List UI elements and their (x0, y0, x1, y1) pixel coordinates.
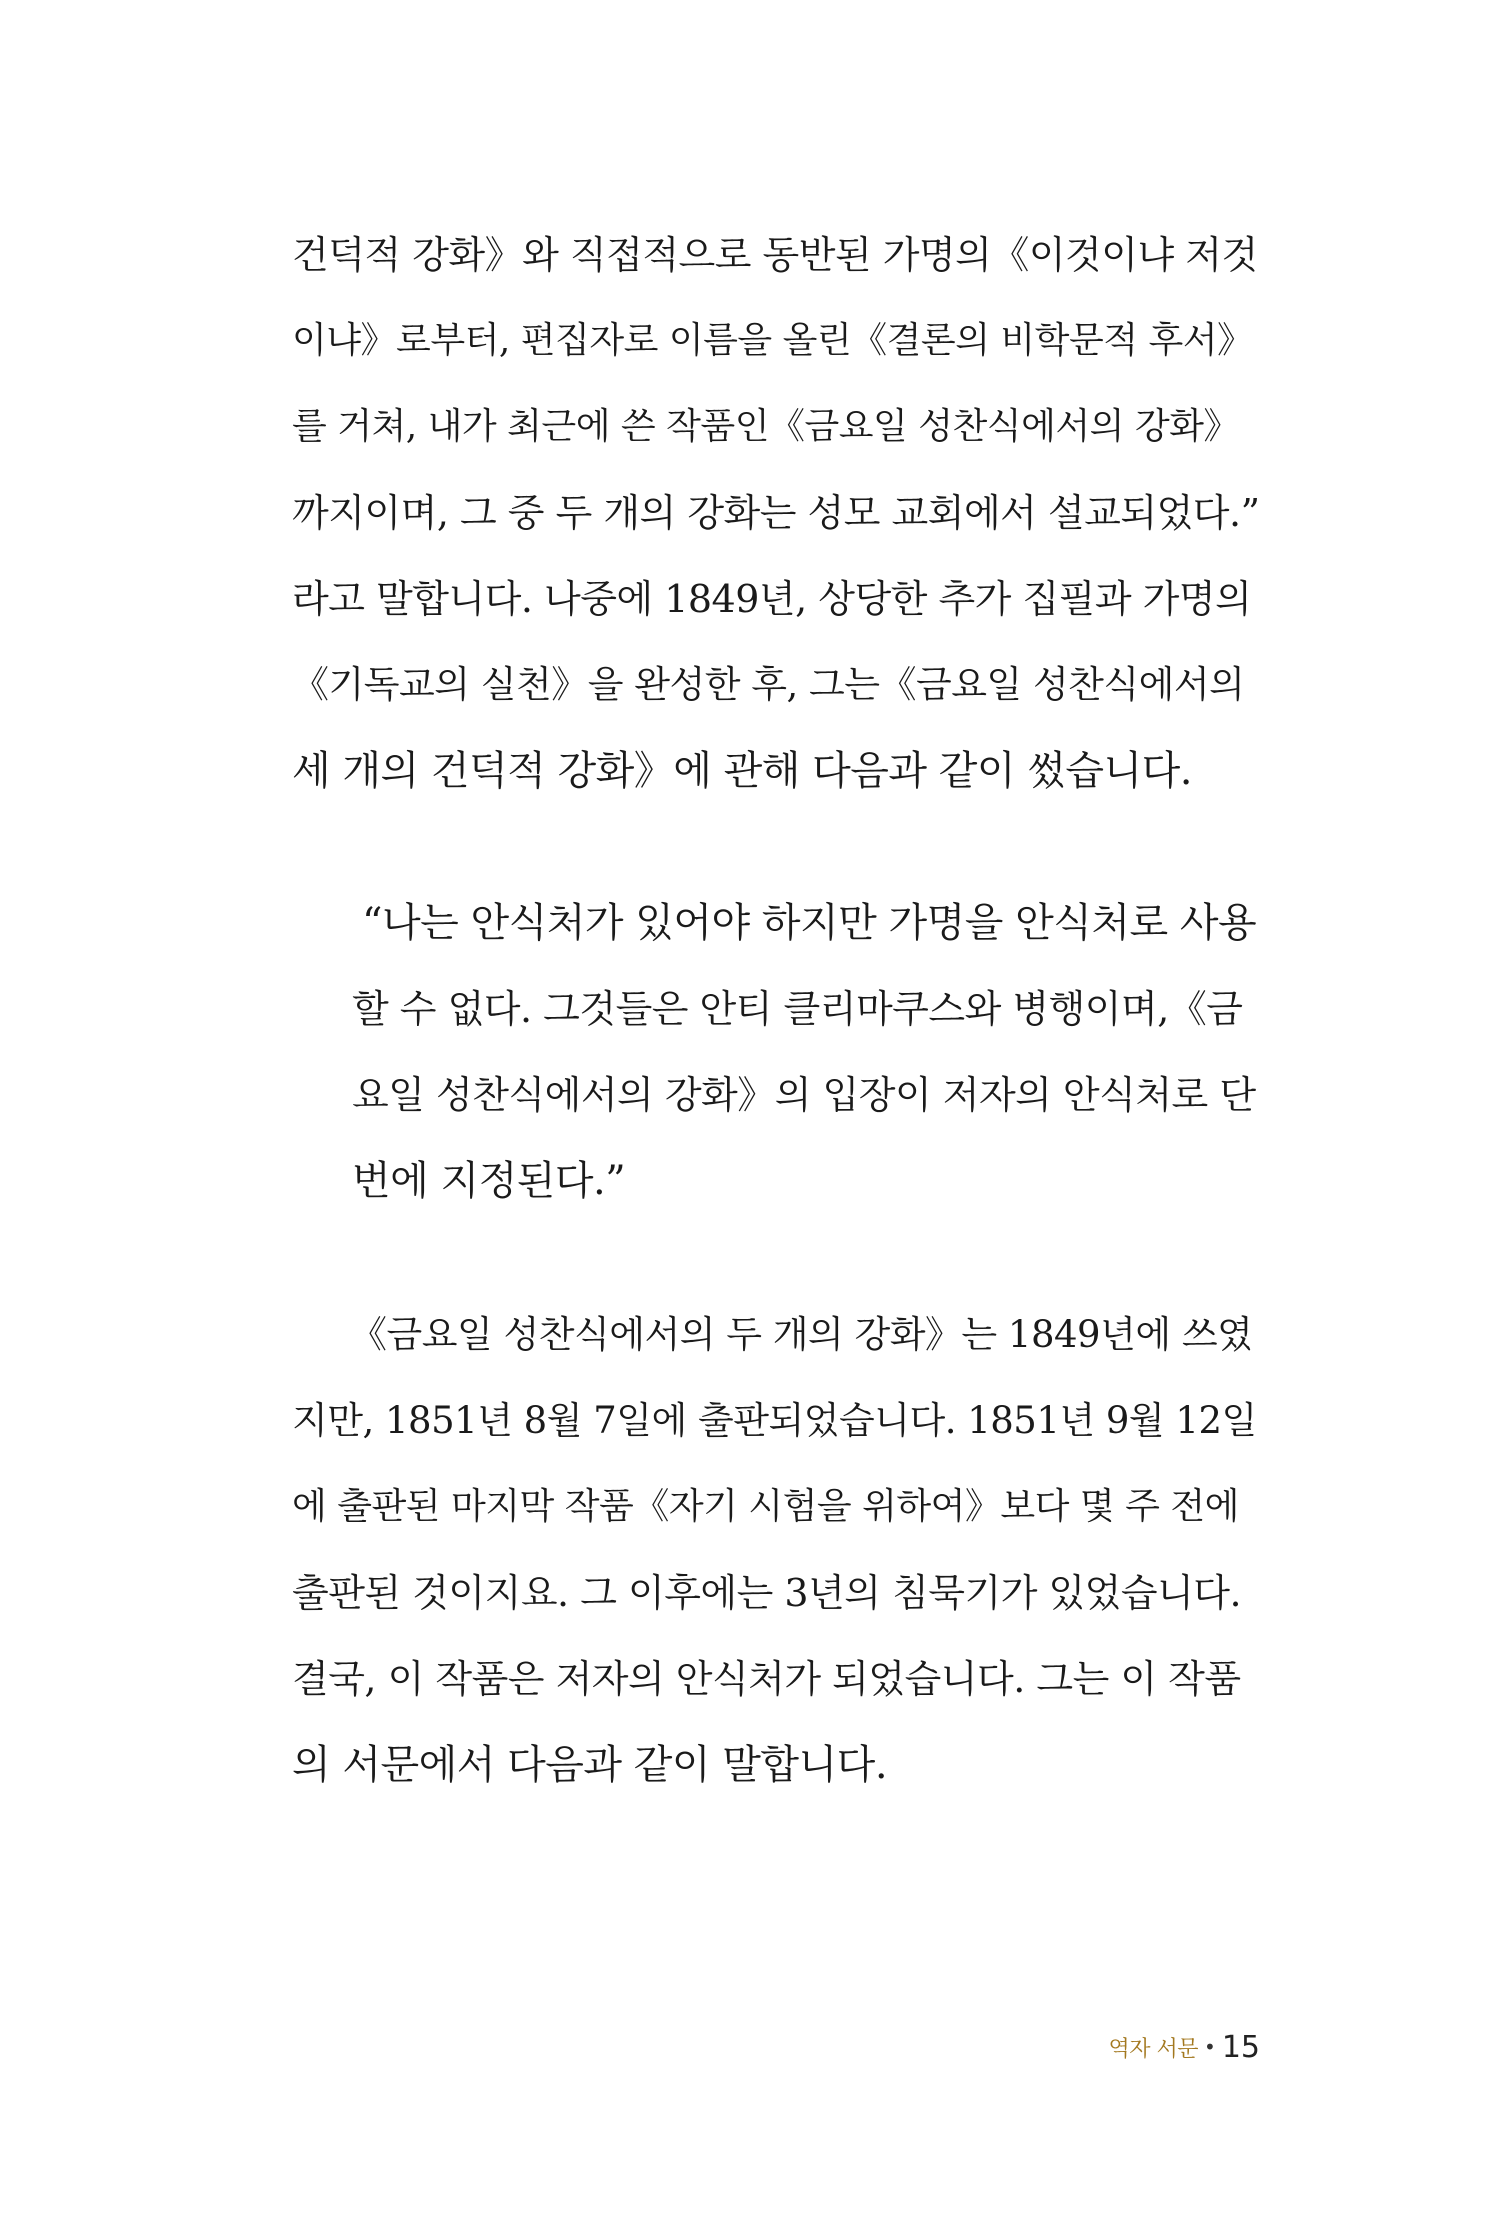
text-line: 출판된 것이지요. 그 이후에는 3년의 침묵기가 있었습니다. (292, 1571, 1242, 1615)
block-quote (352, 880, 1260, 1224)
text-line: 《기독교의 실천》을 완성한 후, 그는《금요일 성찬식에서의 (292, 663, 1245, 706)
body-paragraph-2 (292, 1292, 1260, 1808)
running-section-title: 역자 서문 (1108, 2036, 1199, 2062)
text-line: 이냐》로부터, 편집자로 이름을 올린《결론의 비학문적 후서》 (292, 320, 1253, 361)
bullet-separator: • (1204, 2035, 1216, 2059)
text-line: 결국, 이 작품은 저자의 안식처가 되었습니다. 그는 이 작품 (292, 1657, 1241, 1701)
text-line: 까지이며, 그 중 두 개의 강화는 성모 교회에서 설교되었다.” (292, 491, 1260, 535)
page-footer (1109, 2022, 1261, 2072)
text-line: 지만, 1851년 8월 7일에 출판되었습니다. 1851년 9월 12일 (292, 1399, 1257, 1442)
text-line: 《금요일 성찬식에서의 두 개의 강화》는 1849년에 쓰였 (350, 1313, 1253, 1356)
text-line: 세 개의 건덕적 강화》에 관해 다음과 같이 썼습니다. (292, 748, 1193, 794)
text-line: 에 출판된 마지막 작품《자기 시험을 위하여》보다 몇 주 전에 (292, 1486, 1239, 1527)
text-line: 를 거쳐, 내가 최근에 쓴 작품인《금요일 성찬식에서의 강화》 (292, 406, 1239, 447)
text-line: 건덕적 강화》와 직접적으로 동반된 가명의《이것이냐 저것 (292, 233, 1258, 277)
quote-line: 할 수 없다. 그것들은 안티 클리마쿠스와 병행이며,《금 (352, 987, 1243, 1031)
text-line: 라고 말합니다. 나중에 1849년, 상당한 추가 집필과 가명의 (292, 577, 1252, 621)
text-line: 의 서문에서 다음과 같이 말합니다. (292, 1742, 888, 1788)
page-number: 15 (1221, 2029, 1260, 2065)
quote-line: 번에 지정된다.” (352, 1158, 626, 1204)
body-paragraph-1 (292, 212, 1260, 814)
quote-line: 요일 성찬식에서의 강화》의 입장이 저자의 안식처로 단 (352, 1073, 1256, 1117)
quote-line: “나는 안식처가 있어야 하지만 가명을 안식처로 사용 (362, 900, 1257, 946)
